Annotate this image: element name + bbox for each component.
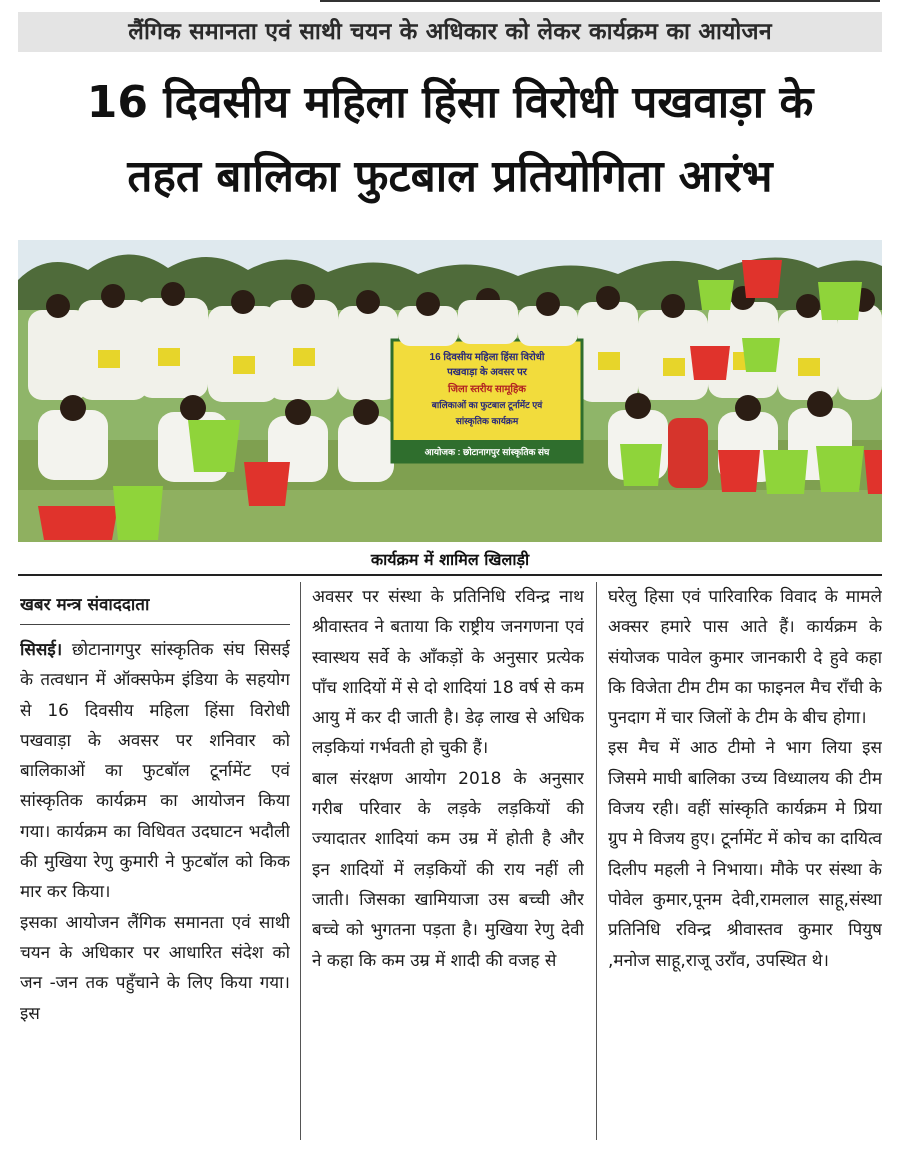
- banner-line-3: जिला स्तरीय सामूहिक: [448, 384, 526, 395]
- banner-line-2: पखवाड़ा के अवसर पर: [447, 367, 527, 378]
- column-divider-1: [300, 582, 301, 1140]
- paragraph: इस मैच में आठ टीमो ने भाग लिया इस जिसमे माघी बालिका उच्य विध्यालय की टीम विजय रही। वहीं सांस्कृति कार्यक्रम मे प्रिया ग्रुप मे विजय हुए। टूर्नामेंट में कोच का दायित्व दिलीप महली ने निभाया। मौके पर संस्था के पोवेल कुमार,पूनम देवी,रामलाल साहू,संस्था प्रतिनिधि रविन्द्र श्रीवास्तव कुमार पियुष ,मनोज साहू,राजू उराँव, उपस्थित थे।: [608, 738, 882, 971]
- banner-line-1: 16 दिवसीय महिला हिंसा विरोधी: [429, 352, 545, 363]
- group-photo: [18, 240, 882, 542]
- banner-line-5: सांस्कृतिक कार्यक्रम: [455, 416, 519, 426]
- dateline: सिसई।: [20, 640, 63, 660]
- paragraph: इसका आयोजन लैंगिक समानता एवं साथी चयन के अधिकार पर आधारित संदेश को जन -जन तक पहुँचाने के लिए किया गया। इस: [20, 912, 290, 1024]
- article-column-1: [20, 582, 290, 1142]
- article-column-2: [312, 582, 584, 1142]
- top-rule: [320, 0, 880, 6]
- paragraph: बाल संरक्षण आयोग 2018 के अनुसार गरीब परिवार के लड़के लड़कियों की ज्यादातर शादियां कम उम्र में होती है और इन शादियों में लड़कियों की राय नहीं ली जाती। जिसका खामियाजा उस बच्ची और बच्चे को भुगतना पड़ता है। मुखिया रेणु देवी ने कहा कि कम उम्र में शादी की वजह से: [312, 768, 584, 971]
- paragraph: घरेलु हिसा एवं पारिवारिक विवाद के मामले अक्सर हमारे पास आते हैं। कार्यक्रम के संयोजक पावेल कुमार जानकारी दे हुवे कहा कि विजेता टीम टीम का फाइनल मैच राँची के पुनदाग में चार जिलों के टीम के बीच होगा।: [608, 587, 882, 729]
- caption-rule: [18, 574, 882, 576]
- banner-footer: आयोजक : छोटानागपुर सांस्कृतिक संघ: [424, 447, 550, 457]
- banner-line-4: बालिकाओं का फुटबाल टूर्नामेंट एवं: [431, 400, 543, 410]
- headline-line-2: तहत बालिका फुटबाल प्रतियोगिता आरंभ: [127, 151, 773, 202]
- article-column-3: [608, 582, 882, 1142]
- photo-caption: कार्यक्रम में शामिल खिलाड़ी: [370, 550, 530, 569]
- kicker-strap: लैंगिक समानता एवं साथी चयन के अधिकार को लेकर कार्यक्रम का आयोजन: [18, 12, 882, 52]
- byline: खबर मन्त्र संवाददाता: [20, 582, 290, 625]
- headline-line-1: 16 दिवसीय महिला हिंसा विरोधी पखवाड़ा के: [86, 77, 814, 128]
- paragraph: अवसर पर संस्था के प्रतिनिधि रविन्द्र नाथ श्रीवास्तव ने बताया कि राष्ट्रीय जनगणना एवं स्वास्थय सर्वे के आँकड़ों के अनुसार प्रत्येक पाँच शादियों में से दो शादियां 18 वर्ष से कम आयु में कर दी जाती है। डेढ़ लाख से अधिक लड़कियां गर्भवती हो चुकी हैं।: [312, 587, 584, 759]
- column-divider-2: [596, 582, 597, 1140]
- paragraph-text: छोटानागपुर सांस्कृतिक संघ सिसई के तत्वधान में ऑक्सफेम इंडिया के सहयोग से 16 दिवसीय महिला हिंसा विरोधी पखवाड़ा के अवसर पर शनिवार को बालिकाओं का फुटबॉल टूर्नामेंट एवं सांस्कृतिक कार्यक्रम का आयोजन किया गया। कार्यक्रम का विधिवत उदघाटन भदौली की मुखिया रेणु कुमारी ने फुटबॉल को किक मार कर किया।: [20, 640, 290, 903]
- headline: [18, 66, 882, 214]
- paragraph: [20, 635, 290, 908]
